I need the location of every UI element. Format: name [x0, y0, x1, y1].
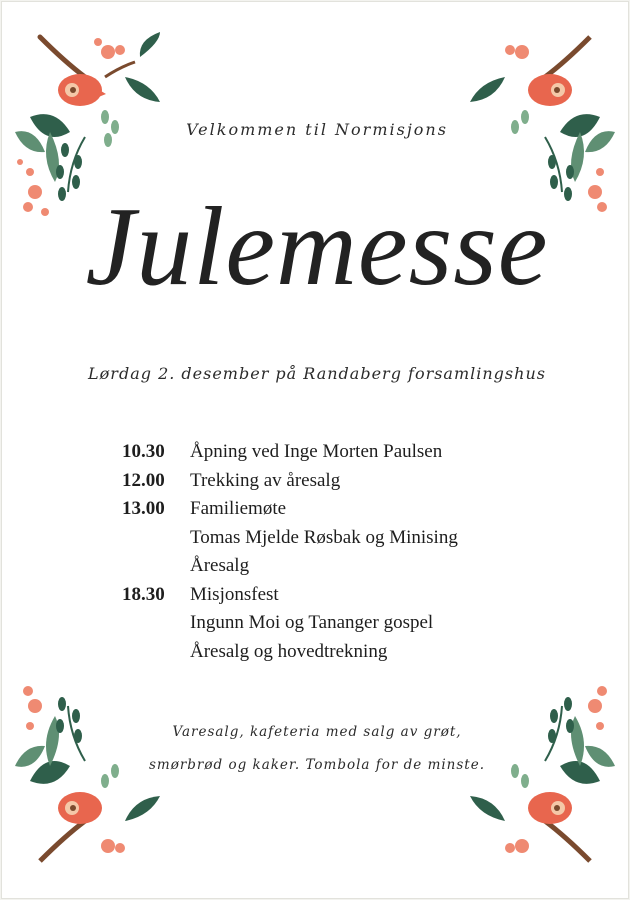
event-subtitle: Lørdag 2. desember på Randaberg forsamlingshus	[88, 364, 546, 383]
welcome-line: Velkommen til Normisjons	[186, 120, 448, 139]
program-time: 12.00	[122, 469, 165, 491]
program-text: Ingunn Moi og Tananger gospel	[190, 612, 434, 633]
program-row	[122, 609, 542, 638]
footer-note	[2, 716, 630, 782]
program-time	[122, 552, 190, 581]
program-text: Åresalg	[190, 555, 250, 576]
program-time	[122, 638, 190, 667]
footer-line-2: smørbrød og kaker. Tombola for de minste.	[148, 757, 486, 773]
footer-line-1: Varesalg, kafeteria med salg av grøt,	[172, 724, 462, 740]
program-row	[122, 638, 542, 667]
program-row	[122, 467, 542, 496]
program-time	[122, 524, 190, 553]
program-row	[122, 581, 542, 610]
page-title: Julemesse	[85, 185, 549, 309]
program-text: Misjonsfest	[190, 583, 279, 605]
program-row	[122, 552, 542, 581]
robin-bird-icon	[58, 74, 106, 106]
program-text: Åresalg og hovedtrekning	[190, 640, 388, 662]
program-time: 10.30	[122, 441, 165, 462]
program-time	[122, 609, 190, 638]
program-list	[122, 438, 542, 666]
program-text: Tomas Mjelde Røsbak og Minising	[190, 526, 458, 548]
program-time: 18.30	[122, 583, 165, 605]
branch-icon	[40, 37, 135, 77]
program-row	[122, 524, 542, 553]
program-row	[122, 438, 542, 467]
holly-leaf-icon	[15, 32, 160, 182]
program-text: Åpning ved Inge Morten Paulsen	[190, 441, 443, 462]
program-text: Familiemøte	[190, 498, 287, 519]
invitation-card	[2, 2, 628, 898]
program-text: Trekking av åresalg	[190, 469, 341, 491]
program-row	[122, 495, 542, 524]
program-time: 13.00	[122, 498, 165, 519]
